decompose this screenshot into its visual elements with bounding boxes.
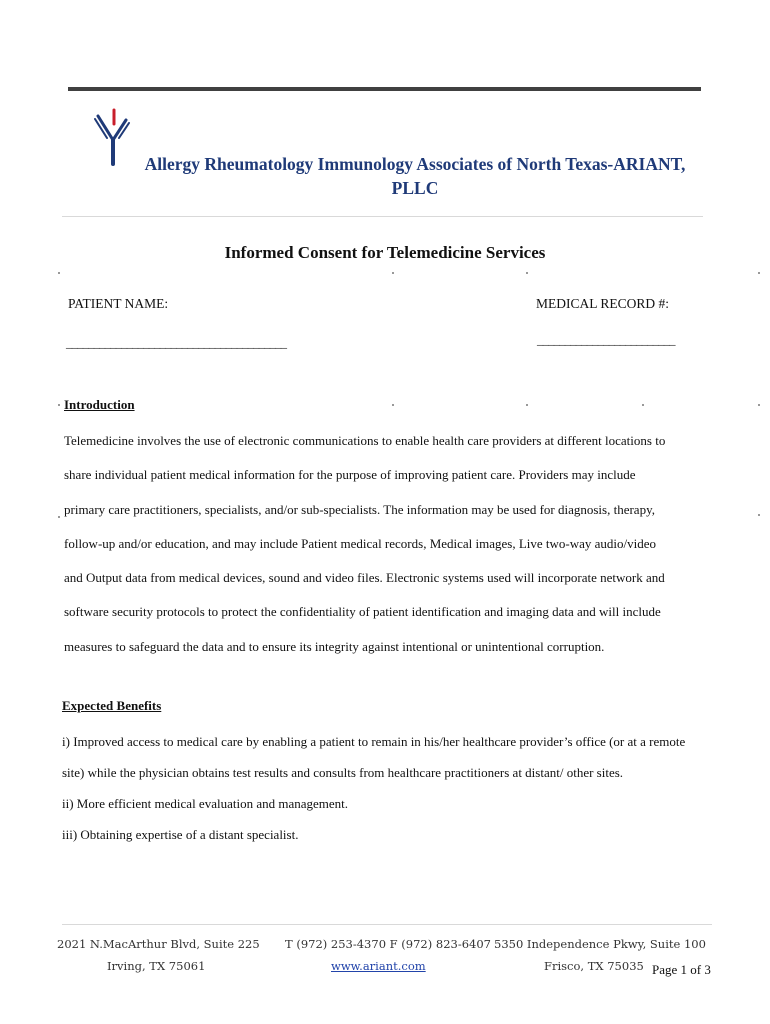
scan-dot	[642, 404, 644, 406]
organization-name-line1: Allergy Rheumatology Immunology Associates of North Texas-ARIANT,	[144, 154, 686, 174]
footer-address-irving: 2021 N.MacArthur Blvd, Suite 225	[57, 937, 260, 951]
paragraph-line: share individual patient medical information for the purpose of improving patient care. Providers may include	[64, 467, 636, 483]
benefit-item-1-line1: i) Improved access to medical care by enabling a patient to remain in his/her healthcare provider’s office (or at a remote	[62, 734, 686, 749]
footer-website-link[interactable]: www.ariant.com	[331, 959, 426, 973]
medical-record-field[interactable]: _________________________	[537, 332, 675, 347]
footer-city-frisco: Frisco, TX 75035	[544, 959, 644, 973]
footer-address-frisco: 5350 Independence Pkwy, Suite 100	[494, 937, 706, 951]
paragraph-line: software security protocols to protect the confidentiality of patient identification and imaging data and will include	[64, 604, 661, 620]
scan-dot	[526, 272, 528, 274]
paragraph-line: and Output data from medical devices, sound and video files. Electronic systems used will incorporate network and	[64, 570, 665, 586]
introduction-heading: Introduction	[64, 397, 135, 412]
organization-name-line2: PLLC	[391, 178, 439, 198]
scan-dot	[758, 404, 760, 406]
scan-dot	[392, 404, 394, 406]
expected-benefits-heading: Expected Benefits	[62, 698, 162, 713]
top-rule	[68, 87, 701, 91]
organization-name	[120, 152, 710, 200]
scan-dot	[58, 404, 60, 406]
paragraph-line: primary care practitioners, specialists, and/or sub-specialists. The information may be used for diagnosis, therapy,	[64, 501, 655, 517]
scan-dot	[758, 514, 760, 516]
paragraph-line: measures to safeguard the data and to ensure its integrity against intentional or unintentional corruption.	[64, 638, 605, 654]
header-divider	[62, 216, 703, 217]
form-title: Informed Consent for Telemedicine Services	[224, 243, 546, 262]
footer-city-irving: Irving, TX 75061	[107, 959, 206, 973]
benefit-item-2-text: ii) More efficient medical evaluation and management.	[62, 796, 349, 811]
scan-dot	[758, 272, 760, 274]
introduction-paragraph	[64, 431, 724, 671]
footer-phone-fax: T (972) 253-4370 F (972) 823-6407	[285, 937, 491, 951]
benefit-item-3	[62, 825, 732, 845]
medical-record-label: MEDICAL RECORD #:	[536, 296, 670, 311]
page-indicator: Page 1 of 3	[652, 962, 711, 977]
paragraph-line: follow-up and/or education, and may include Patient medical records, Medical images, Live two-way audio/video	[64, 535, 657, 551]
patient-name-field[interactable]: ________________________________________	[66, 335, 286, 350]
scan-dot	[392, 272, 394, 274]
scan-dot	[58, 272, 60, 274]
paragraph-line: Telemedicine involves the use of electronic communications to enable health care providers at different locations to	[64, 433, 666, 448]
scan-dot	[526, 404, 528, 406]
benefit-item-3-text: iii) Obtaining expertise of a distant specialist.	[62, 827, 299, 842]
patient-name-label: PATIENT NAME:	[68, 296, 169, 311]
benefit-item-2	[62, 794, 732, 814]
benefit-item-1-line2: site) while the physician obtains test results and consults from healthcare practitioners at distant/ other sites.	[62, 765, 624, 780]
scan-dot	[58, 516, 60, 518]
footer-divider	[62, 924, 712, 925]
benefit-item-1	[62, 732, 732, 752]
benefit-item-1-continued	[62, 763, 732, 783]
